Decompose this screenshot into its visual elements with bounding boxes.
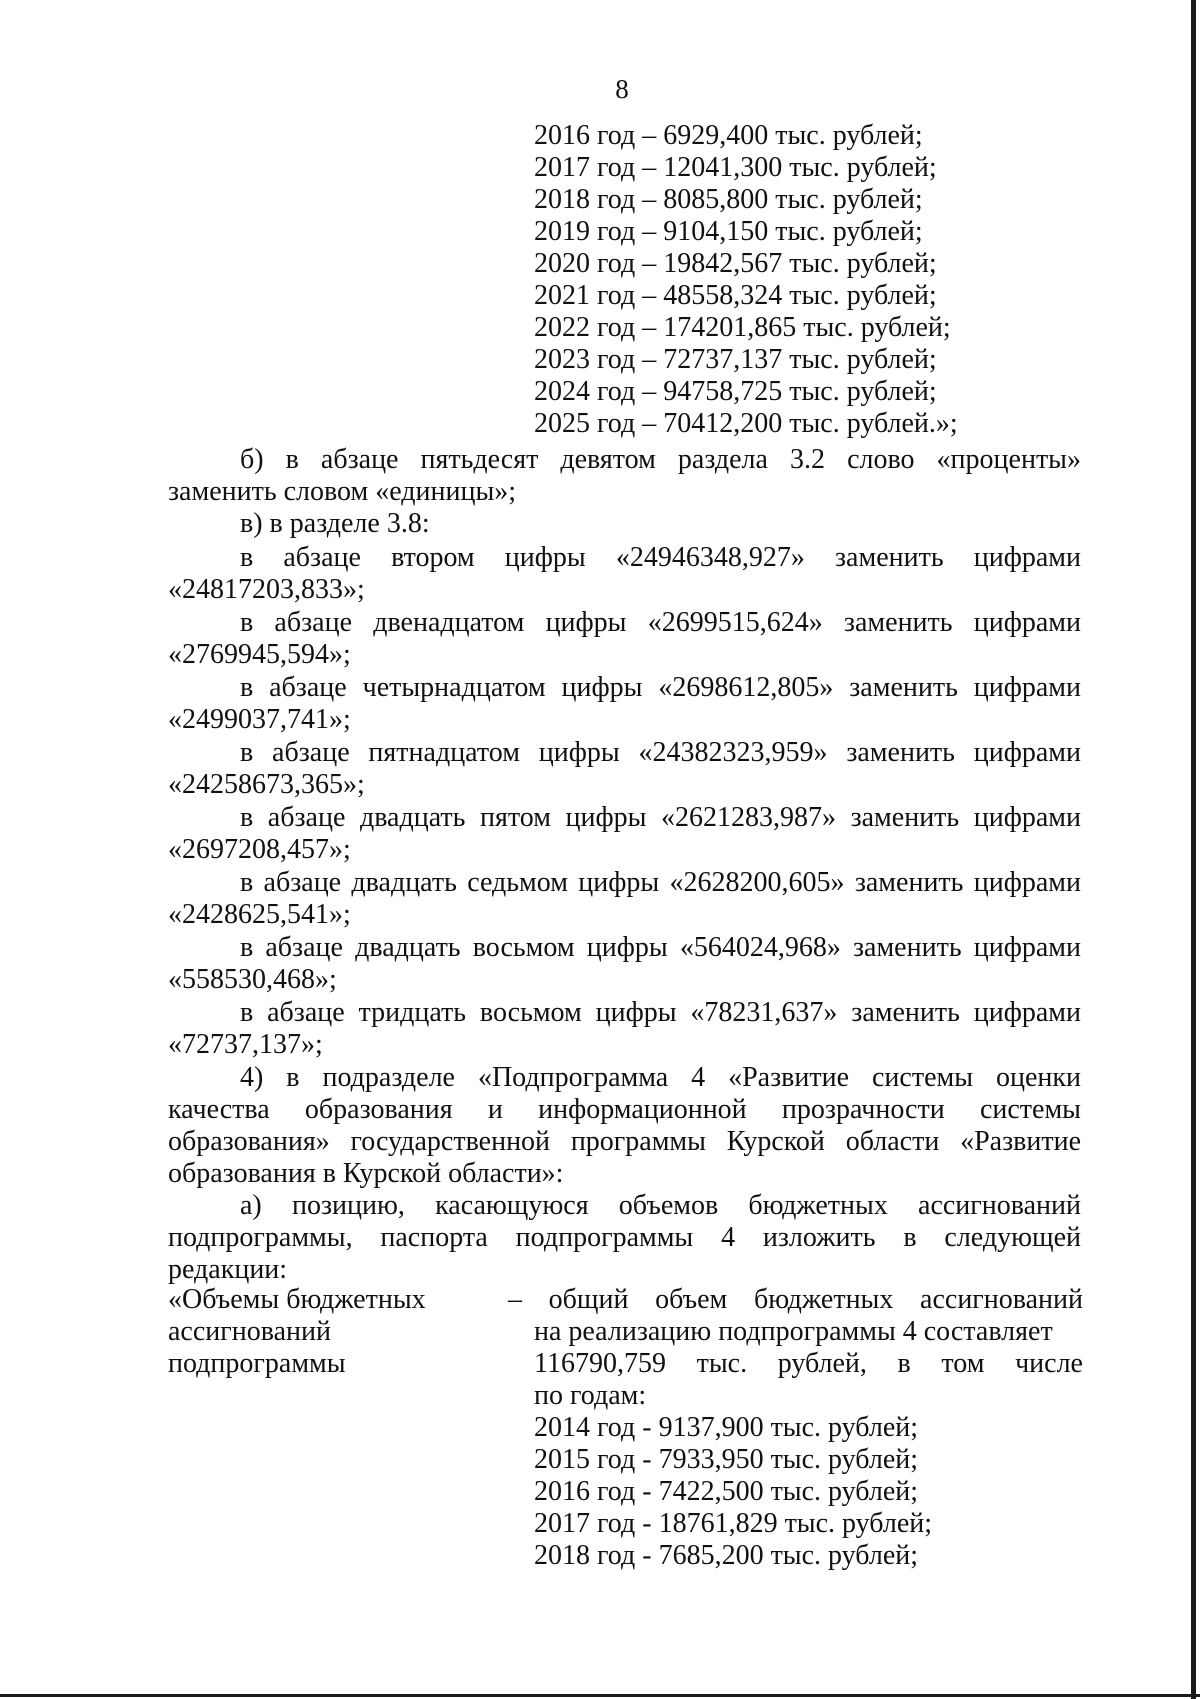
year-row: 2015 год - 7933,950 тыс. рублей; [534, 1444, 919, 1475]
replacement-line: в абзаце двадцать пятом цифры «2621283,987» заменить цифрами [240, 802, 1081, 833]
paragraph-4-line: образования» государственной программы Курской области «Развитие [168, 1126, 1081, 1157]
replacement-value: «2769945,594»; [168, 639, 351, 670]
funding-by-year-list [534, 120, 958, 440]
year-row: 2023 год – 72737,137 тыс. рублей; [534, 344, 937, 375]
paragraph-4-line: образования в Курской области»: [168, 1158, 564, 1189]
replacement-line: в абзаце пятнадцатом цифры «24382323,959» заменить цифрами [240, 737, 1081, 768]
paragraph-a-line: редакции: [168, 1254, 288, 1285]
passport-table-label [168, 1284, 498, 1380]
table-label-line: подпрограммы [168, 1348, 346, 1379]
year-row: 2020 год – 19842,567 тыс. рублей; [534, 248, 937, 279]
replacement-value: «2499037,741»; [168, 704, 351, 735]
page-number: 8 [615, 74, 629, 104]
year-row: 2024 год – 94758,725 тыс. рублей; [534, 376, 937, 407]
year-row: 2021 год – 48558,324 тыс. рублей; [534, 280, 937, 311]
year-row: 2017 год – 12041,300 тыс. рублей; [534, 152, 937, 183]
year-row: 2019 год – 9104,150 тыс. рублей; [534, 216, 923, 247]
replacement-line: в абзаце четырнадцатом цифры «2698612,805» заменить цифрами [240, 672, 1081, 703]
year-row: 2022 год – 174201,865 тыс. рублей; [534, 312, 951, 343]
replacement-line: в абзаце двенадцатом цифры «2699515,624» заменить цифрами [240, 607, 1081, 638]
replacement-value: «2697208,457»; [168, 834, 351, 865]
year-row: 2018 год – 8085,800 тыс. рублей; [534, 184, 923, 215]
table-label-line: ассигнований [168, 1316, 331, 1347]
year-row: 2016 год – 6929,400 тыс. рублей; [534, 120, 923, 151]
paragraph-4-line: 4) в подразделе «Подпрограмма 4 «Развитие системы оценки [240, 1062, 1081, 1093]
scan-edge-bottom [0, 1694, 1200, 1697]
replacement-value: «2428625,541»; [168, 899, 351, 930]
scan-edge-right [1191, 0, 1196, 1699]
document-body [168, 444, 1081, 1286]
paragraph-b-line: заменить словом «единицы»; [168, 476, 517, 507]
replacement-line: в абзаце двадцать седьмом цифры «2628200,605» заменить цифрами [240, 867, 1081, 898]
table-value-line: на реализацию подпрограммы 4 составляет [534, 1316, 1053, 1347]
replacement-value: «24817203,833»; [168, 574, 365, 605]
year-row: 2016 год - 7422,500 тыс. рублей; [534, 1476, 919, 1507]
replacement-value: «24258673,365»; [168, 769, 365, 800]
table-label-line: «Объемы бюджетных [168, 1284, 426, 1315]
paragraph-b-line: б) в абзаце пятьдесят девятом раздела 3.2 слово «проценты» [240, 444, 1081, 475]
paragraph-a-line: а) позицию, касающуюся объемов бюджетных ассигнований [240, 1190, 1081, 1221]
table-value-line: – общий объем бюджетных ассигнований [508, 1284, 1083, 1315]
year-row: 2025 год – 70412,200 тыс. рублей.»; [534, 408, 958, 439]
replacement-value: «558530,468»; [168, 964, 337, 995]
year-row: 2017 год - 18761,829 тыс. рублей; [534, 1508, 933, 1539]
paragraph-v-heading: в) в разделе 3.8: [240, 508, 430, 539]
replacement-line: в абзаце тридцать восьмом цифры «78231,637» заменить цифрами [240, 997, 1081, 1028]
passport-table-value [508, 1284, 1083, 1572]
paragraph-4-line: качества образования и информационной прозрачности системы [168, 1094, 1081, 1125]
table-value-line: по годам: [534, 1380, 647, 1411]
year-row: 2014 год - 9137,900 тыс. рублей; [534, 1412, 919, 1443]
year-row: 2018 год - 7685,200 тыс. рублей; [534, 1540, 919, 1571]
table-value-line: 116790,759 тыс. рублей, в том числе [534, 1348, 1083, 1379]
replacement-line: в абзаце втором цифры «24946348,927» заменить цифрами [240, 542, 1081, 573]
replacement-line: в абзаце двадцать восьмом цифры «564024,968» заменить цифрами [240, 932, 1081, 963]
subprogram-year-list [508, 1412, 1083, 1572]
replacement-value: «72737,137»; [168, 1029, 323, 1060]
paragraph-a-line: подпрограммы, паспорта подпрограммы 4 изложить в следующей [168, 1222, 1081, 1253]
